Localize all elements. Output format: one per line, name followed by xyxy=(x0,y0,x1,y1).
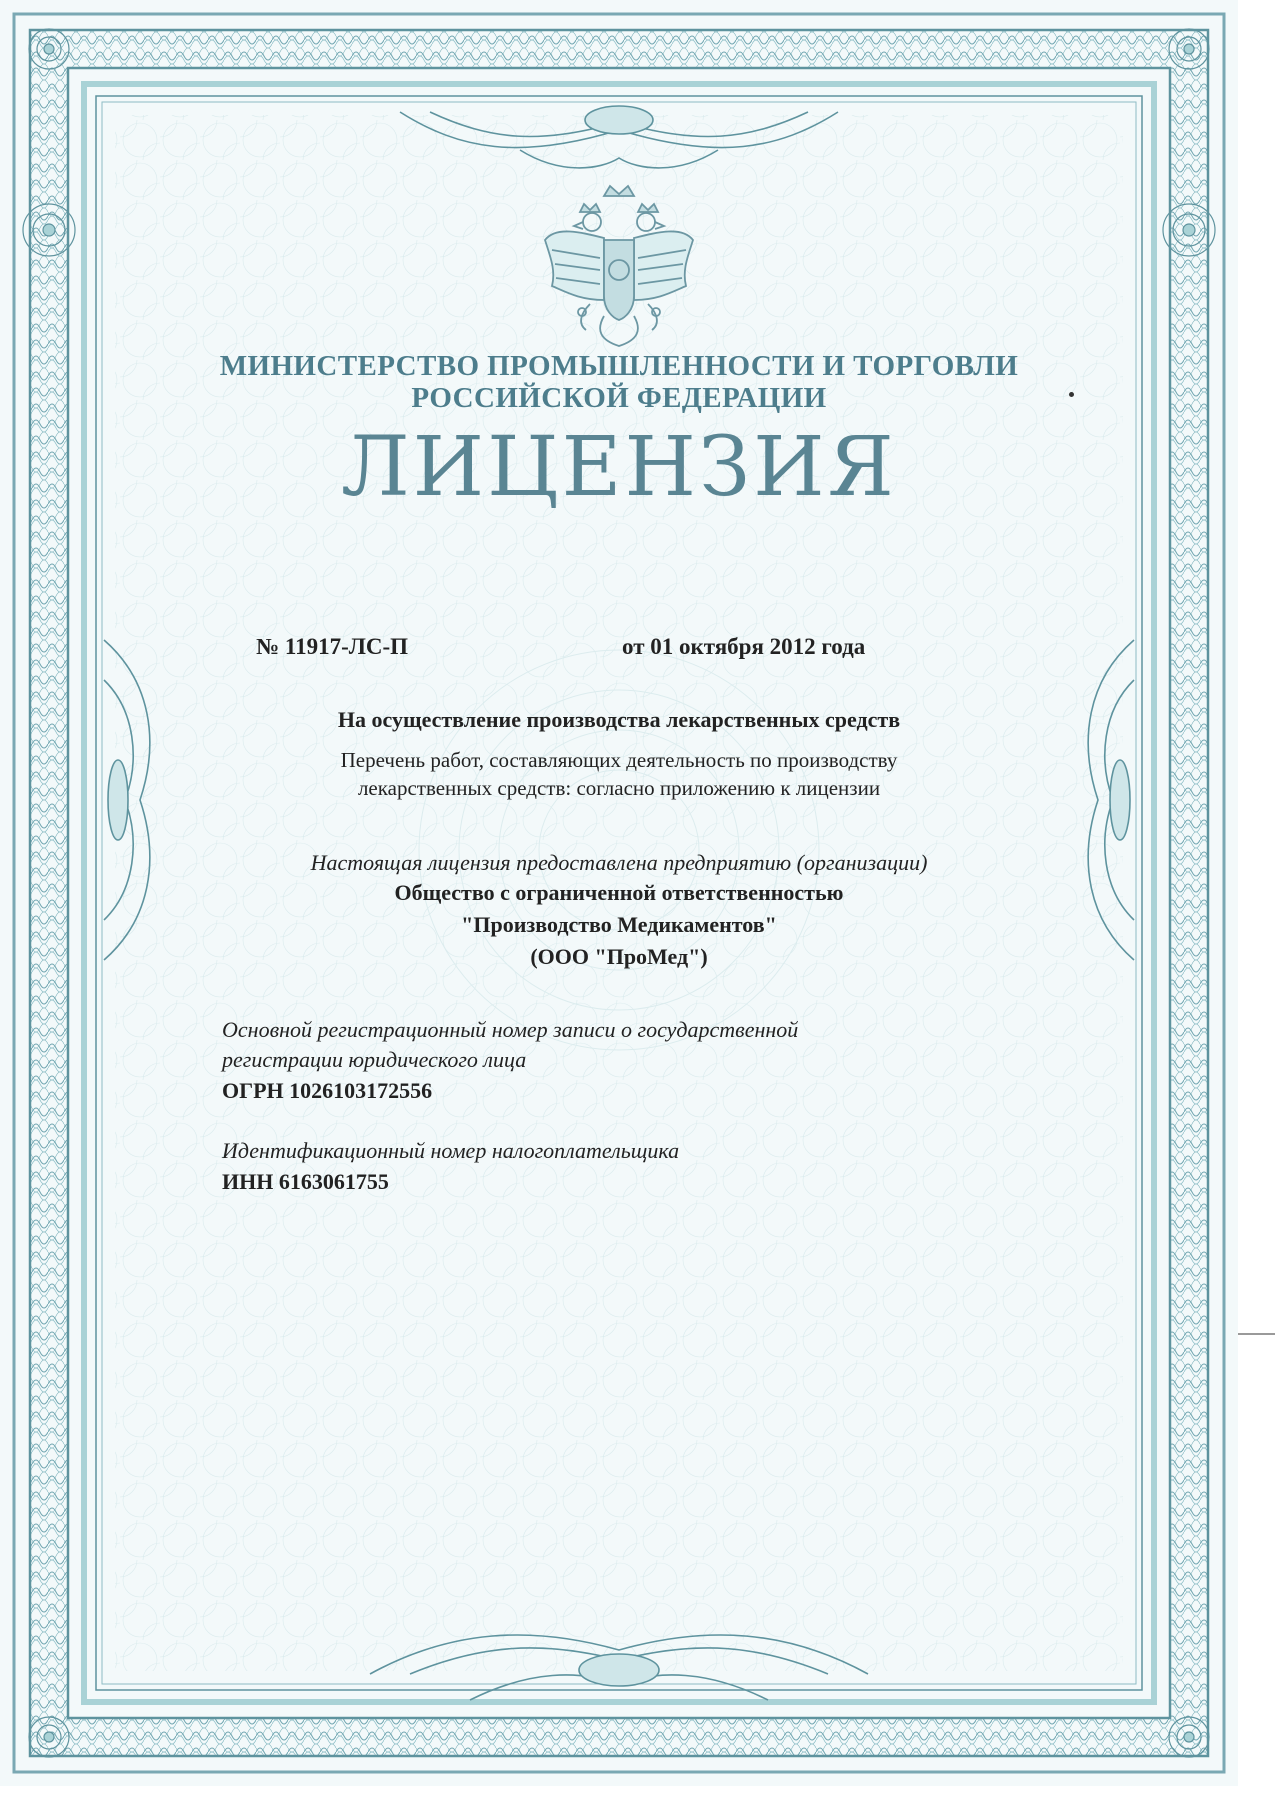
scan-speck xyxy=(1069,392,1074,397)
organization-short-name: (ООО "ПроМед") xyxy=(530,944,708,969)
works-list-line-2: лекарственных средств: согласно приложению к лицензии xyxy=(357,776,881,800)
inn-value: ИНН 6163061755 xyxy=(222,1169,389,1194)
ministry-name-line-1: МИНИСТЕРСТВО ПРОМЫШЛЕННОСТИ И ТОРГОВЛИ xyxy=(219,350,1019,382)
document-title: ЛИЦЕНЗИЯ xyxy=(341,420,897,515)
license-date: от 01 октября 2012 года xyxy=(622,634,866,659)
license-number: № 11917-ЛС-П xyxy=(256,634,409,659)
organization-name-line-1: Общество с ограниченной ответственностью xyxy=(394,880,844,905)
organization-name-line-2: "Производство Медикаментов" xyxy=(461,912,777,937)
license-purpose: На осуществление производства лекарственных средств xyxy=(337,707,901,732)
ogrn-label-line-2: регистрации юридического лица xyxy=(222,1047,527,1072)
ogrn-label-line-1: Основной регистрационный номер записи о государственной xyxy=(222,1017,799,1042)
ogrn-value: ОГРН 1026103172556 xyxy=(222,1078,433,1103)
granted-to-label: Настоящая лицензия предоставлена предприятию (организации) xyxy=(310,850,928,875)
ministry-name-line-2: РОССИЙСКОЙ ФЕДЕРАЦИИ xyxy=(411,382,827,414)
scan-edge-line xyxy=(1238,1333,1275,1335)
works-list-line-1: Перечень работ, составляющих деятельность по производству xyxy=(340,748,898,772)
inn-label: Идентификационный номер налогоплательщика xyxy=(222,1138,680,1163)
